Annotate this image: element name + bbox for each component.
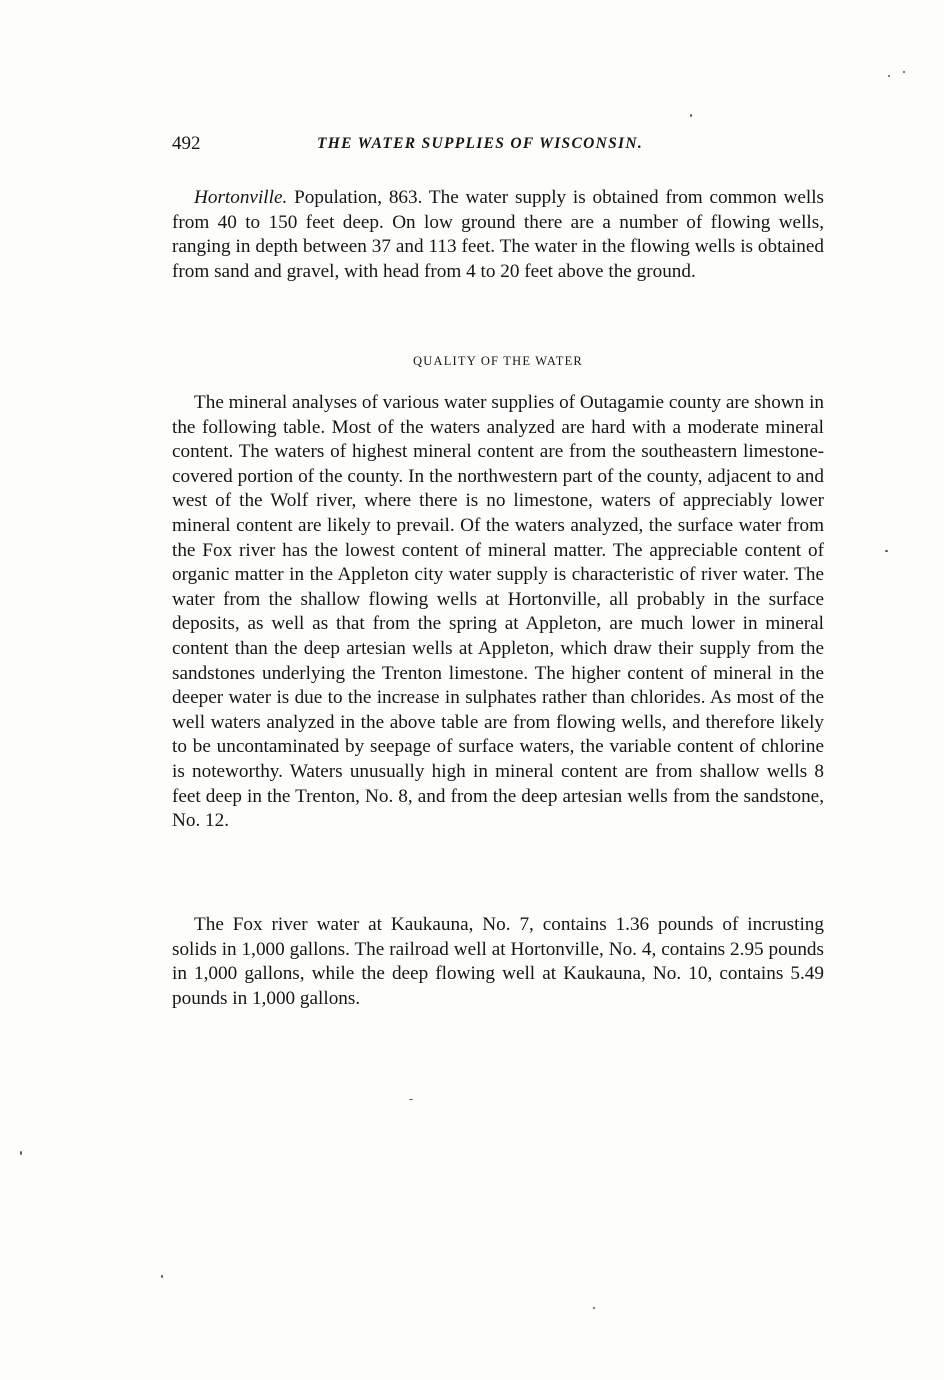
scan-speck (593, 1307, 595, 1309)
scan-speck (409, 1099, 413, 1100)
section-heading: QUALITY OF THE WATER (413, 354, 583, 368)
hortonville-section (172, 186, 824, 284)
running-title: THE WATER SUPPLIES OF WISCONSIN. (317, 135, 644, 152)
quality-section (172, 391, 824, 834)
page-number: 492 (172, 133, 201, 154)
hortonville-text: Population, 863. The water supply is obtained from common wells from 40 to 150 feet deep. On low ground there are a number of flowing wells, ranging in depth between 37 and 113 feet. The water in the flowing wells is obtained from sand and gravel, with head from 4 to 20 feet above the ground. (172, 187, 824, 282)
scan-speck (885, 550, 888, 552)
scan-speck (888, 75, 890, 77)
fox-river-paragraph: The Fox river water at Kaukauna, No. 7, contains 1.36 pounds of incrusting solids in 1,000 gallons. The railroad well at Hortonville, No. 4, contains 2.95 pounds in 1,000 gallons, while the deep flowing well at Kaukauna, No. 10, contains 5.49 pounds in 1,000 gallons. (172, 914, 824, 1009)
scan-speck (690, 114, 692, 117)
scan-speck (20, 1151, 22, 1155)
quality-paragraph: The mineral analyses of various water supplies of Outagamie county are shown in the following table. Most of the waters analyzed are hard with a moderate mineral content. The waters of highest mineral content are from the southeastern limestone-covered portion of the county. In the northwestern part of the county, adjacent to and west of the Wolf river, where there is no limestone, waters of appreciably lower mineral content are likely to prevail. Of the waters analyzed, the surface water from the Fox river has the lowest content of mineral matter. The appreciable content of organic matter in the Appleton city water supply is characteristic of river water. The water from the shallow flowing wells at Hortonville, all probably in the surface deposits, as well as that from the spring at Appleton, are much lower in mineral content than the deep artesian wells at Appleton, which draw their supply from the sandstones underlying the Trenton limestone. The higher content of mineral in the deeper water is due to the increase in sulphates rather than chlorides. As most of the well waters analyzed in the above table are from flowing wells, and therefore likely to be uncontaminated by seepage of surface waters, the variable content of chlorine is noteworthy. Waters unusually high in mineral content are from shallow wells 8 feet deep in the Trenton, No. 8, and from the deep artesian wells from the sandstone, No. 12. (172, 392, 824, 832)
fox-river-section (172, 913, 824, 1011)
hortonville-paragraph (172, 186, 824, 284)
hortonville-place-name: Hortonville. (194, 187, 288, 208)
running-head (172, 133, 822, 159)
scan-speck (903, 71, 905, 73)
scan-speck (161, 1275, 163, 1278)
